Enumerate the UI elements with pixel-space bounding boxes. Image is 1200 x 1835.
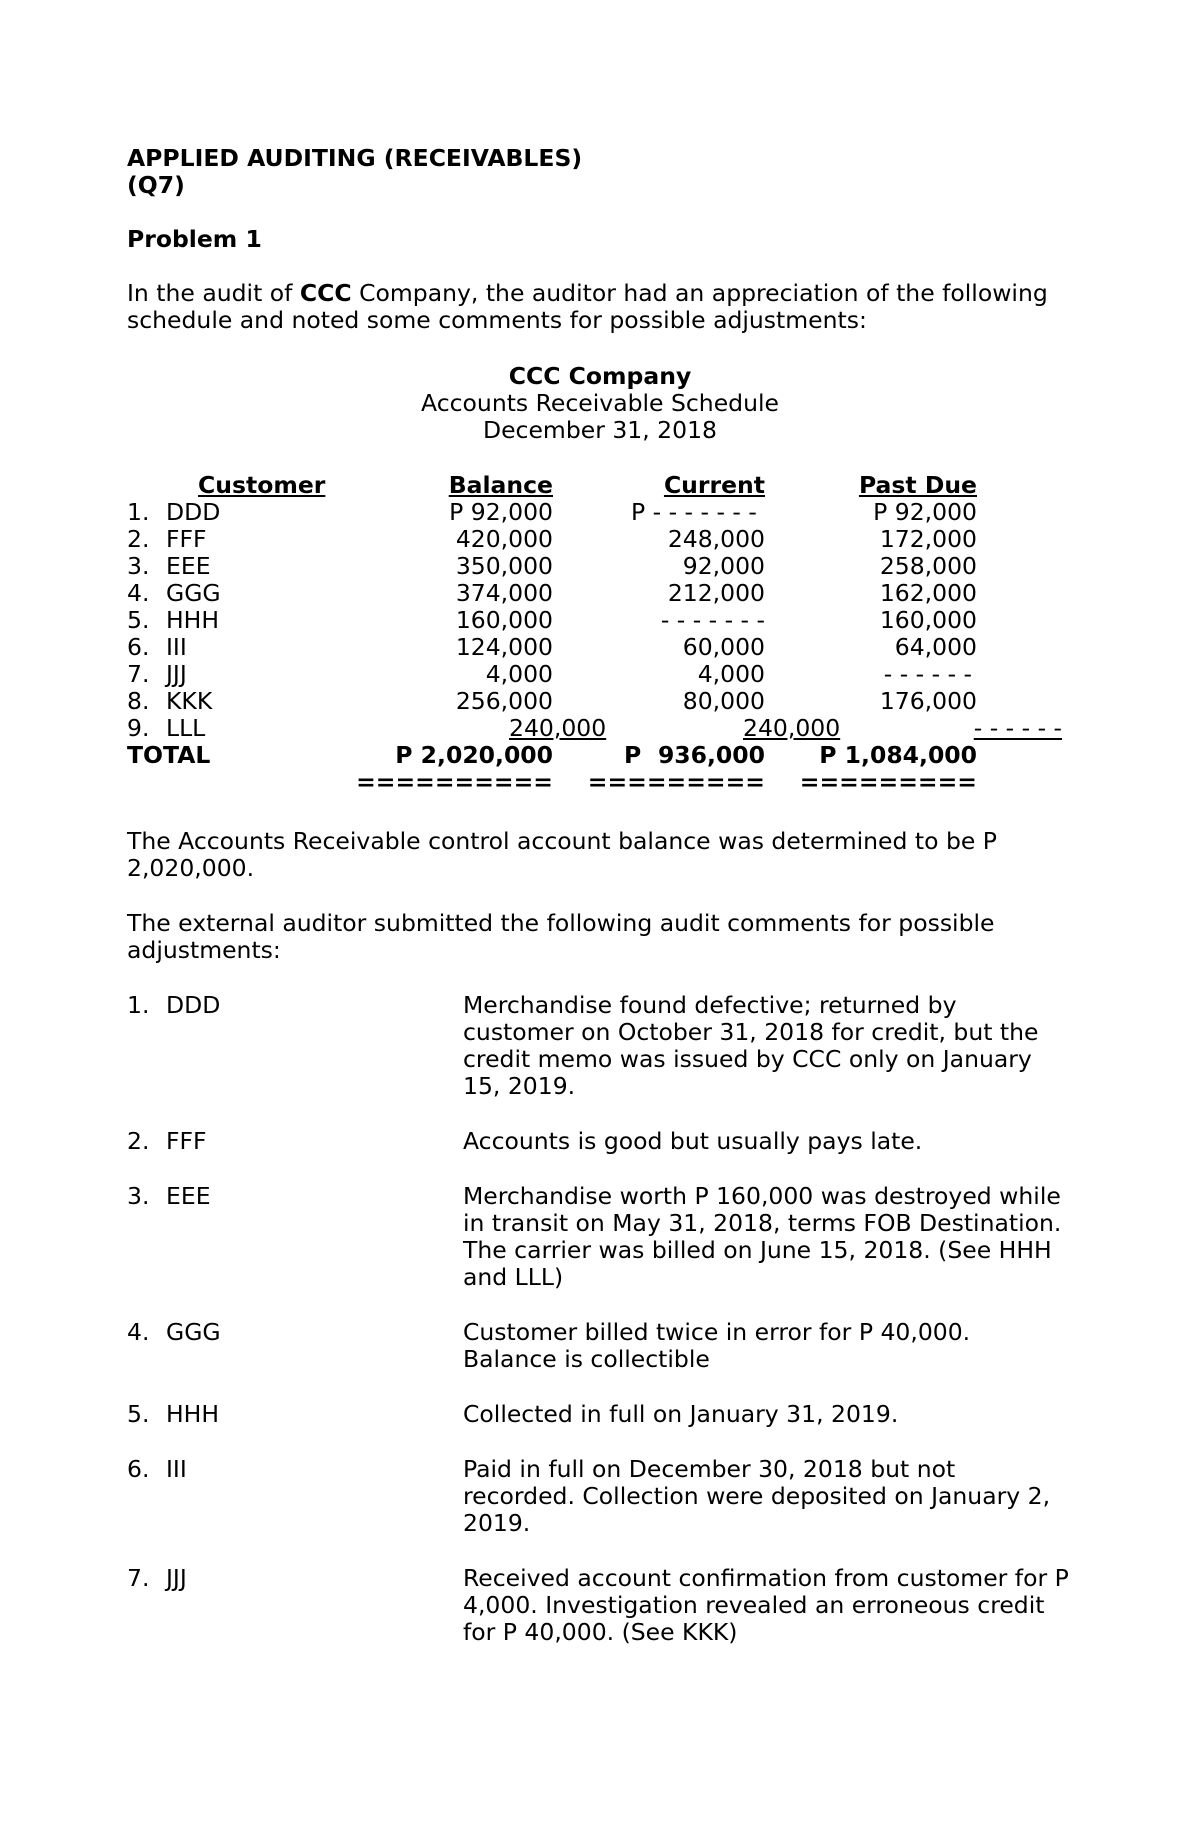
- row-balance: 350,000: [455, 552, 553, 580]
- column-header-current: Current: [663, 471, 765, 499]
- row-customer: HHH: [166, 606, 220, 634]
- column-header-balance: Balance: [448, 471, 553, 499]
- row-customer: LLL: [166, 714, 206, 742]
- row-customer: III: [166, 633, 187, 661]
- column-header-past-due: Past Due: [858, 471, 977, 499]
- row-customer: FFF: [166, 525, 207, 553]
- row-past-due: 176,000: [879, 687, 977, 715]
- double-rule-balance: ==========: [356, 768, 553, 796]
- row-past-due: 64,000: [894, 633, 977, 661]
- comment-num: 6.: [127, 1455, 150, 1483]
- intro-prefix: In the audit of: [127, 279, 300, 307]
- comment-text-line: Collected in full on January 31, 2019.: [463, 1400, 899, 1428]
- row-past-due: 258,000: [879, 552, 977, 580]
- row-balance: 256,000: [455, 687, 553, 715]
- comment-text-line: The carrier was billed on June 15, 2018. (See HHH: [463, 1236, 1052, 1264]
- comment-text-line: credit memo was issued by CCC only on January: [463, 1045, 1032, 1073]
- row-current: 240,000: [743, 714, 841, 742]
- comment-text-line: Customer billed twice in error for P 40,000.: [463, 1318, 971, 1346]
- comment-customer: III: [166, 1455, 187, 1483]
- intro-suffix: Company, the auditor had an appreciation of the following: [351, 279, 1048, 307]
- comment-customer: FFF: [166, 1127, 207, 1155]
- intro-line2: schedule and noted some comments for possible adjustments:: [127, 306, 867, 334]
- total-current-prefix: P: [624, 741, 642, 769]
- comment-text-line: customer on October 31, 2018 for credit, but the: [463, 1018, 1039, 1046]
- document-header-line2: (Q7): [127, 171, 185, 199]
- comment-customer: JJJ: [166, 1564, 187, 1592]
- comment-text-line: 4,000. Investigation revealed an erroneous credit: [463, 1591, 1045, 1619]
- comment-text-line: and LLL): [463, 1263, 564, 1291]
- comment-num: 3.: [127, 1182, 150, 1210]
- row-balance: 374,000: [455, 579, 553, 607]
- comment-customer: HHH: [166, 1400, 220, 1428]
- row-customer: DDD: [166, 498, 221, 526]
- intro-line1: [127, 279, 1048, 307]
- row-balance: 160,000: [455, 606, 553, 634]
- comment-text-line: Merchandise found defective; returned by: [463, 991, 957, 1019]
- schedule-title: Accounts Receivable Schedule: [421, 389, 779, 417]
- row-balance: 240,000: [509, 714, 607, 742]
- row-current: - - - - - - -: [660, 606, 765, 634]
- comment-customer: EEE: [166, 1182, 211, 1210]
- comment-text-line: for P 40,000. (See KKK): [463, 1618, 738, 1646]
- row-balance: 124,000: [455, 633, 553, 661]
- row-num: 5.: [127, 606, 150, 634]
- comment-num: 5.: [127, 1400, 150, 1428]
- row-customer: EEE: [166, 552, 211, 580]
- comment-text-line: 15, 2019.: [463, 1072, 576, 1100]
- row-num: 3.: [127, 552, 150, 580]
- document-header-line1: APPLIED AUDITING (RECEIVABLES): [127, 144, 583, 172]
- column-header-customer: Customer: [198, 471, 326, 499]
- row-past-due: 172,000: [879, 525, 977, 553]
- row-past-due: 160,000: [879, 606, 977, 634]
- comment-num: 2.: [127, 1127, 150, 1155]
- double-rule-past-due: =========: [799, 768, 977, 796]
- comment-text-line: in transit on May 31, 2018, terms FOB Destination.: [463, 1209, 1062, 1237]
- comment-text-line: 2019.: [463, 1509, 531, 1537]
- row-num: 9.: [127, 714, 150, 742]
- intro-company-bold: CCC: [299, 279, 352, 307]
- row-customer: KKK: [166, 687, 213, 715]
- schedule-date: December 31, 2018: [483, 416, 717, 444]
- comment-text-line: Accounts is good but usually pays late.: [463, 1127, 923, 1155]
- comment-num: 7.: [127, 1564, 150, 1592]
- total-current: 936,000: [657, 741, 765, 769]
- row-current: 92,000: [682, 552, 765, 580]
- row-num: 4.: [127, 579, 150, 607]
- total-past-due: P 1,084,000: [819, 741, 977, 769]
- comment-text-line: recorded. Collection were deposited on January 2,: [463, 1482, 1051, 1510]
- row-past-due: P 92,000: [873, 498, 977, 526]
- row-current: 80,000: [682, 687, 765, 715]
- total-balance: P 2,020,000: [395, 741, 553, 769]
- row-current: 212,000: [667, 579, 765, 607]
- auditor-intro-line2: adjustments:: [127, 936, 281, 964]
- schedule-company: CCC Company: [508, 362, 692, 390]
- problem-title: Problem 1: [127, 225, 262, 253]
- comment-num: 4.: [127, 1318, 150, 1346]
- total-label: TOTAL: [127, 741, 211, 769]
- row-current: P - - - - - - -: [631, 498, 757, 526]
- row-customer: GGG: [166, 579, 221, 607]
- row-num: 6.: [127, 633, 150, 661]
- row-current: 4,000: [697, 660, 765, 688]
- comment-text-line: Paid in full on December 30, 2018 but not: [463, 1455, 956, 1483]
- comment-num: 1.: [127, 991, 150, 1019]
- row-balance: 420,000: [455, 525, 553, 553]
- double-rule-current: =========: [587, 768, 765, 796]
- row-current: 60,000: [682, 633, 765, 661]
- comment-text-line: Balance is collectible: [463, 1345, 710, 1373]
- row-current: 248,000: [667, 525, 765, 553]
- row-balance: 4,000: [485, 660, 553, 688]
- comment-customer: DDD: [166, 991, 221, 1019]
- row-num: 1.: [127, 498, 150, 526]
- row-customer: JJJ: [166, 660, 187, 688]
- row-num: 7.: [127, 660, 150, 688]
- comment-customer: GGG: [166, 1318, 221, 1346]
- control-balance-line2: 2,020,000.: [127, 854, 255, 882]
- comment-text-line: Merchandise worth P 160,000 was destroyed while: [463, 1182, 1061, 1210]
- row-balance: P 92,000: [449, 498, 553, 526]
- row-num: 8.: [127, 687, 150, 715]
- row-past-due: - - - - - -: [973, 714, 1062, 742]
- control-balance-line1: The Accounts Receivable control account balance was determined to be P: [127, 827, 997, 855]
- auditor-intro-line1: The external auditor submitted the following audit comments for possible: [127, 909, 995, 937]
- comment-text-line: Received account confirmation from customer for P: [463, 1564, 1069, 1592]
- row-num: 2.: [127, 525, 150, 553]
- row-past-due: 162,000: [879, 579, 977, 607]
- row-past-due: - - - - - -: [883, 660, 972, 688]
